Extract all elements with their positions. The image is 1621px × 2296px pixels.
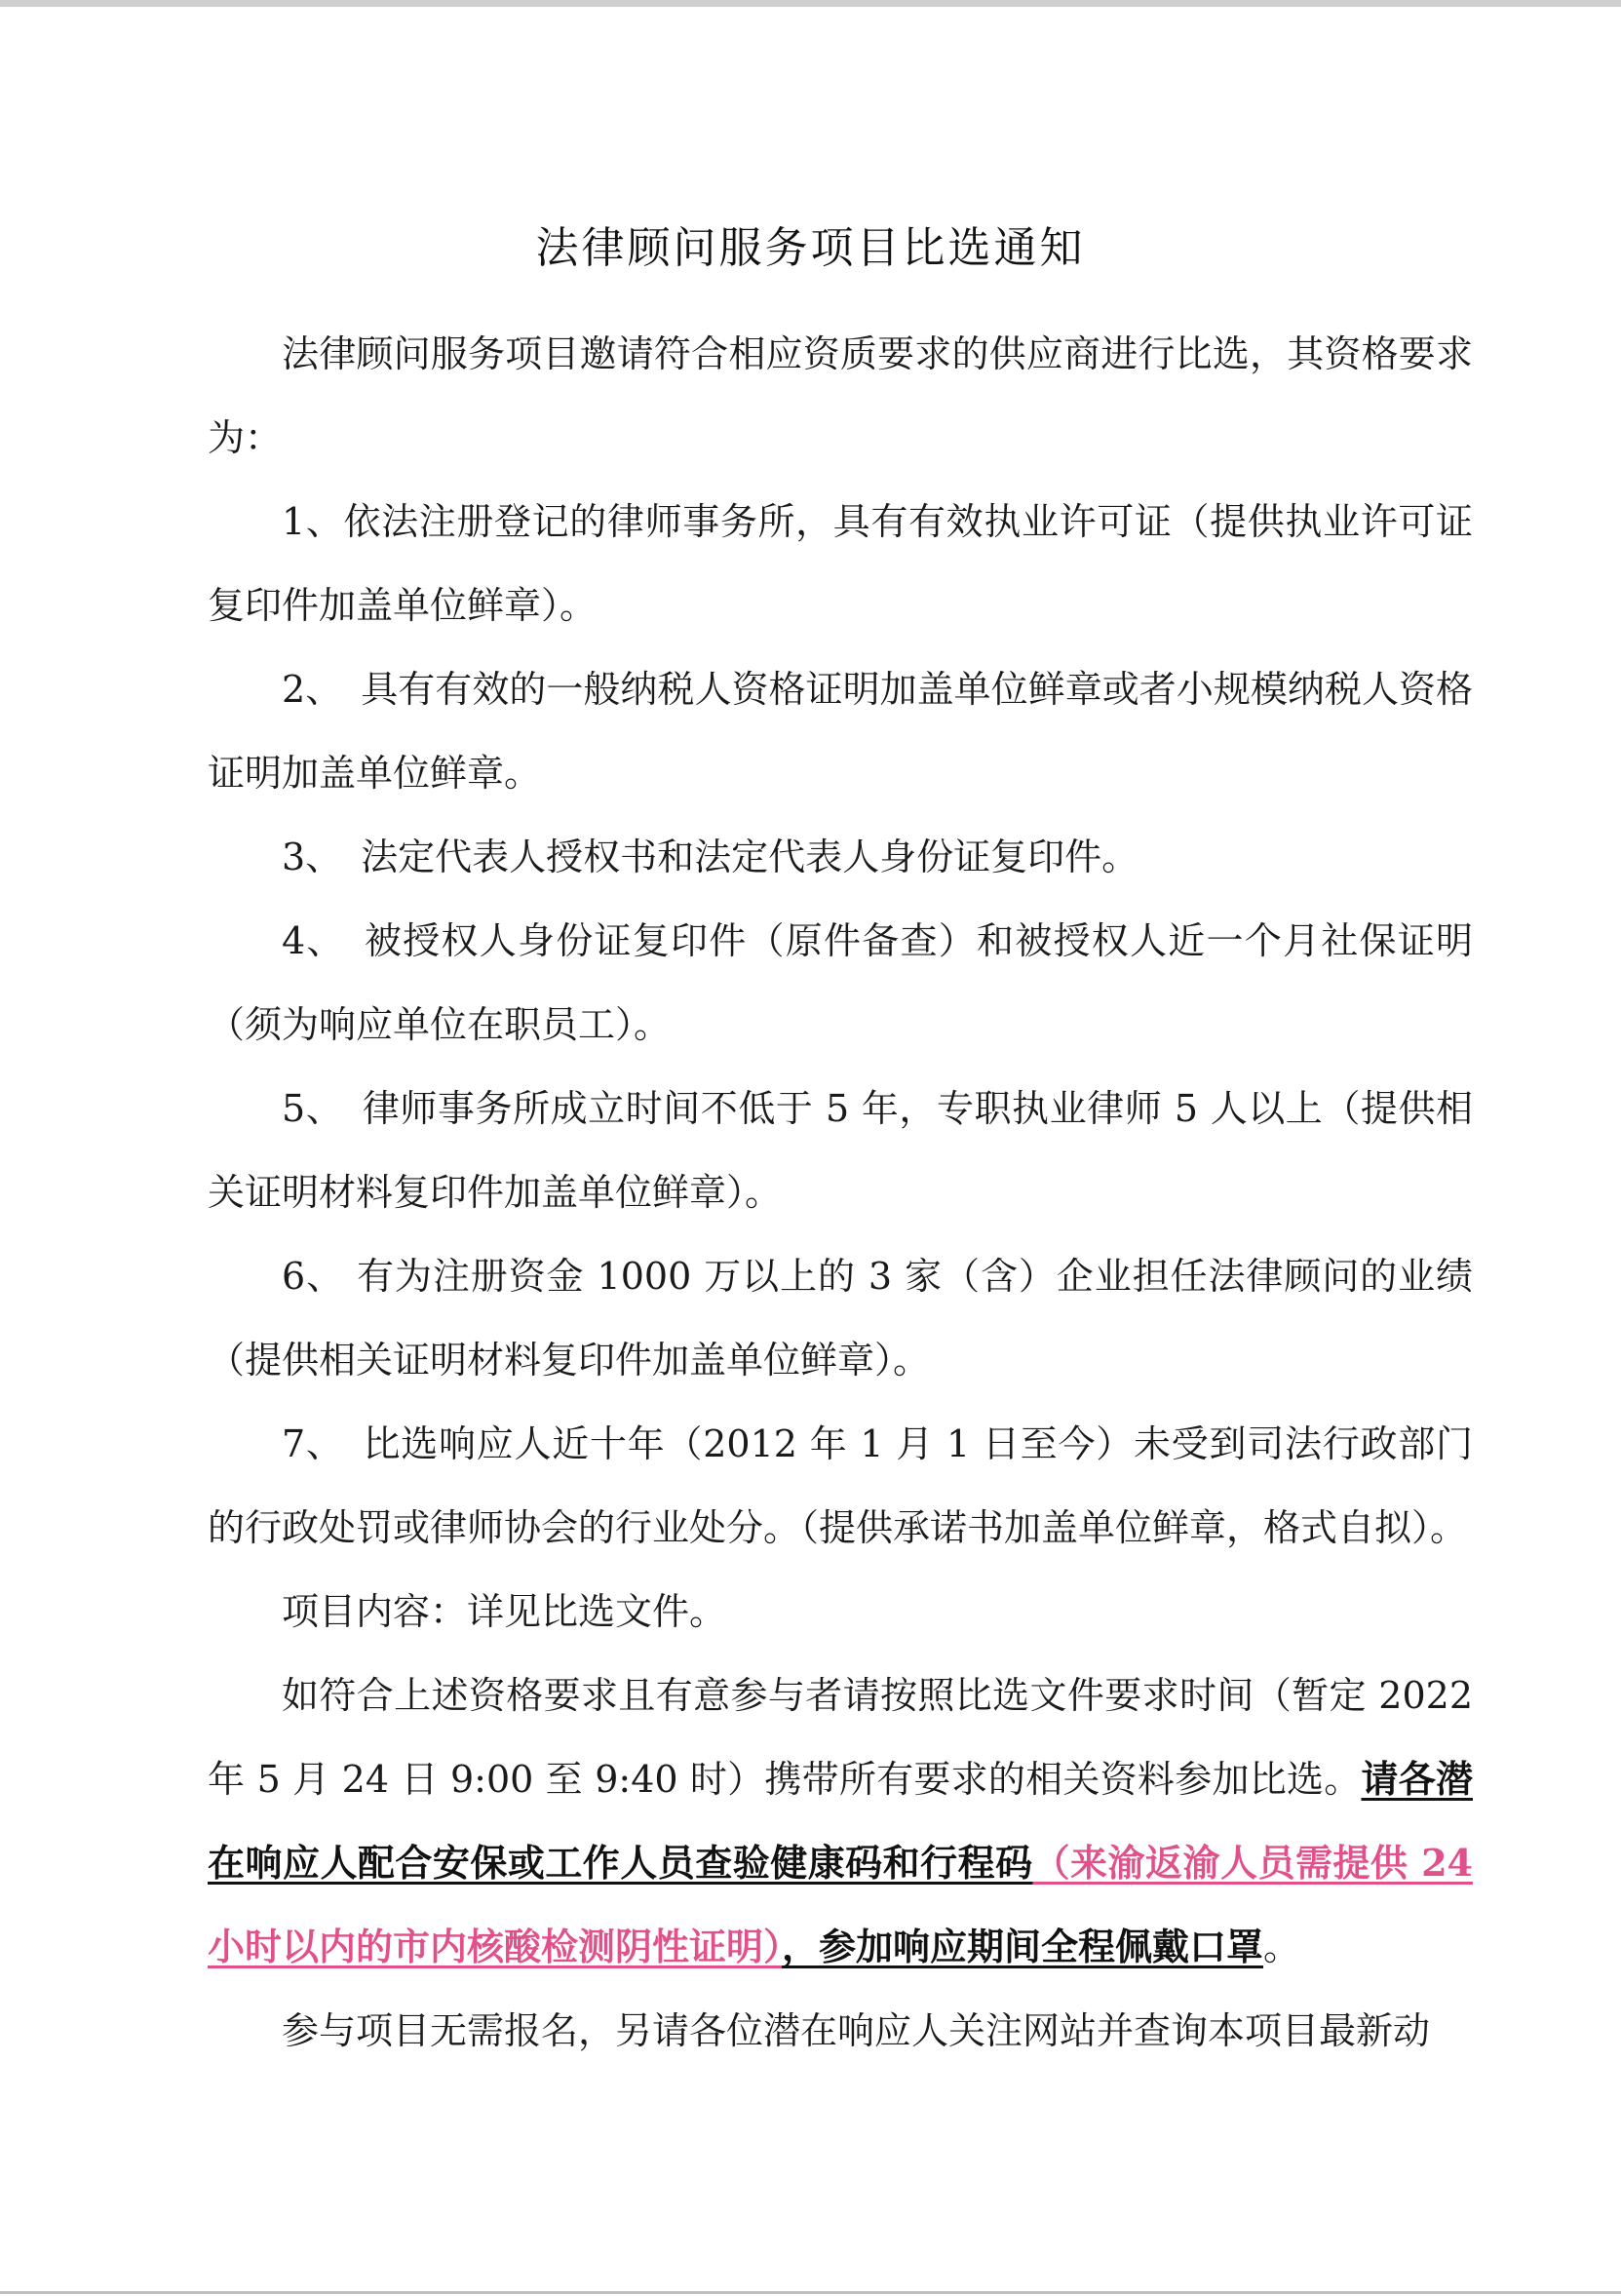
- requirement-1: 1、依法注册登记的律师事务所，具有有效执业许可证（提供执业许可证复印件加盖单位鲜章）。: [208, 500, 1473, 627]
- requirement-4: 4、 被授权人身份证复印件（原件备查）和被授权人近一个月社保证明（须为响应单位在职员工）。: [208, 919, 1473, 1046]
- document-body: [208, 312, 1473, 2073]
- schedule-text: 如符合上述资格要求且有意参与者请按照比选文件要求时间（暂定 2022 年 5 月 24 日 9:00 至 9:40 时）携带所有要求的相关资料参加比选。: [208, 1674, 1473, 1801]
- closing-paragraph: 参与项目无需报名，另请各位潜在响应人关注网站并查询本项目最新动: [282, 2009, 1431, 2052]
- mask-notice: ，参加响应期间全程佩戴口罩: [782, 1925, 1264, 1968]
- requirement-6: 6、 有为注册资金 1000 万以上的 3 家（含）企业担任法律顾问的业绩（提供相关证明材料复印件加盖单位鲜章）。: [208, 1255, 1473, 1381]
- project-content: 项目内容：详见比选文件。: [282, 1590, 727, 1633]
- requirement-3: 3、 法定代表人授权书和法定代表人身份证复印件。: [282, 836, 1139, 878]
- health-code-notice: 请各潜在响应人配合安保或工作人员查验健康码和行程码: [208, 1757, 1473, 1885]
- requirement-7: 7、 比选响应人近十年（2012 年 1 月 1 日至今）未受到司法行政部门的行政处罚或律师协会的行业处分。（提供承诺书加盖单位鲜章，格式自拟）。: [208, 1422, 1473, 1549]
- schedule-end: 。: [1263, 1926, 1301, 1968]
- scan-edge-bottom: [0, 2291, 1621, 2294]
- requirement-5: 5、 律师事务所成立时间不低于 5 年，专职执业律师 5 人以上（提供相关证明材料复印件加盖单位鲜章）。: [208, 1087, 1473, 1214]
- nucleic-acid-notice: （来渝返渝人员需提供 24 小时以内的市内核酸检测阴性证明）: [208, 1841, 1473, 1968]
- scan-edge-top: [0, 0, 1621, 7]
- schedule-paragraph: [208, 1654, 1473, 1989]
- requirement-2: 2、 具有有效的一般纳税人资格证明加盖单位鲜章或者小规模纳税人资格证明加盖单位鲜章。: [208, 668, 1473, 795]
- document-title: 法律顾问服务项目比选通知: [535, 223, 1086, 273]
- intro-paragraph: 法律顾问服务项目邀请符合相应资质要求的供应商进行比选，其资格要求为：: [208, 332, 1473, 459]
